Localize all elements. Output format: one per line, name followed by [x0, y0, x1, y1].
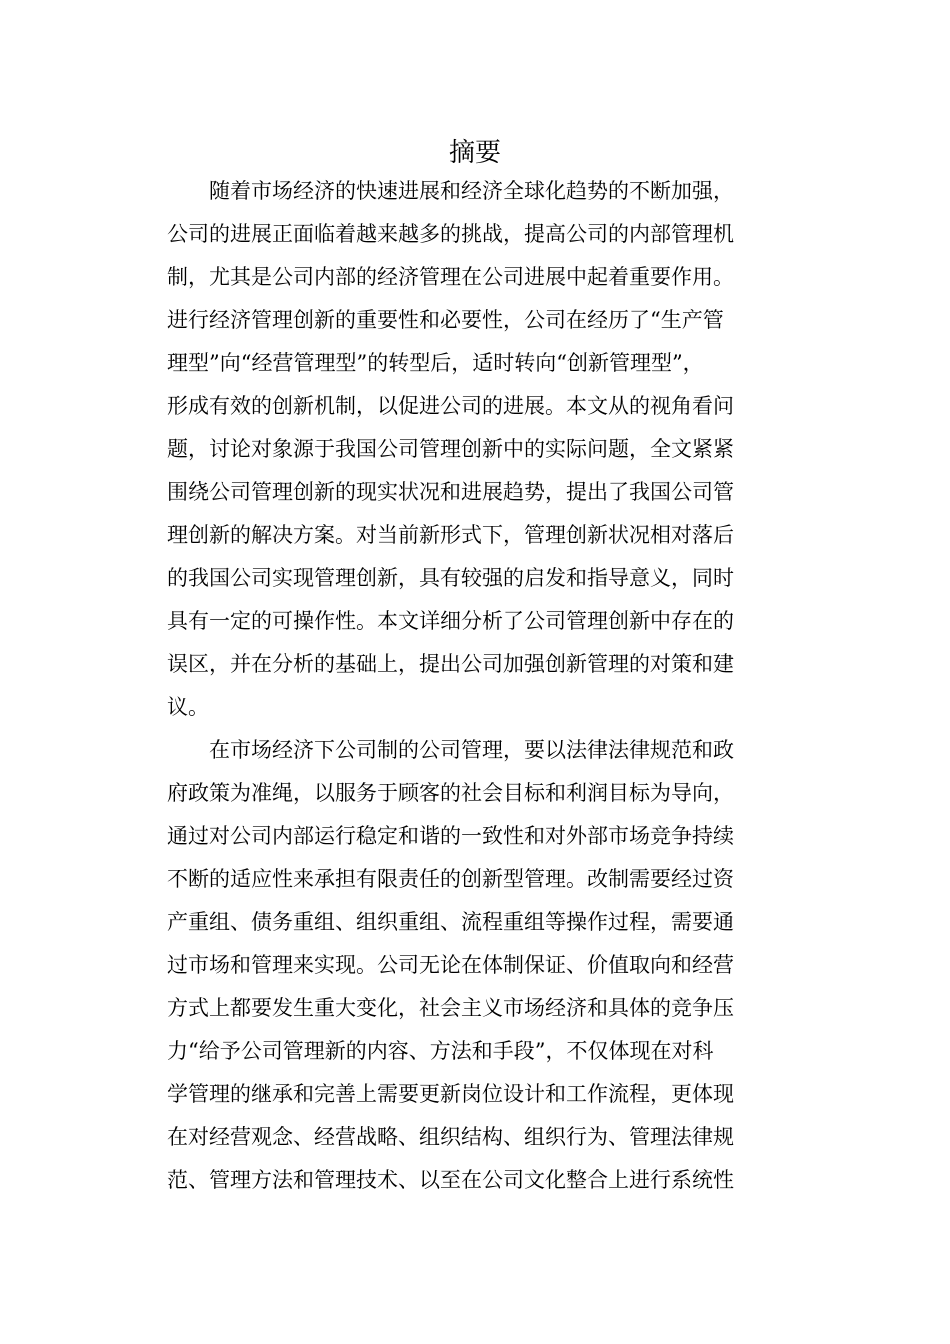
page-title: 摘要 [448, 138, 501, 168]
paragraph-line: 不断的适应性来承担有限责任的创新型管理。改制需要经过资 [167, 867, 734, 891]
paragraph-line: 范、管理方法和管理技术、以至在公司文化整合上进行系统性 [167, 1168, 734, 1192]
paragraph-line: 围绕公司管理创新的现实状况和进展趋势，提出了我国公司管 [167, 480, 734, 504]
paragraph-2 [167, 729, 787, 1202]
paragraph-line: 公司的进展正面临着越来越多的挑战，提高公司的内部管理机 [167, 222, 734, 246]
paragraph-line: 在对经营观念、经营战略、组织结构、组织行为、管理法律规 [167, 1125, 734, 1149]
paragraph-line: 过市场和管理来实现。公司无论在体制保证、价值取向和经营 [167, 953, 734, 977]
paragraph-line: 制，尤其是公司内部的经济管理在公司进展中起着重要作用。 [167, 265, 734, 289]
paragraph-line: 学管理的继承和完善上需要更新岗位设计和工作流程，更体现 [167, 1082, 734, 1106]
document-body [167, 170, 787, 1202]
paragraph-line: 题，讨论对象源于我国公司管理创新中的实际问题，全文紧紧 [167, 437, 734, 461]
paragraph-line: 力“给予公司管理新的内容、方法和手段”，不仅体现在对科 [167, 1039, 714, 1063]
paragraph-line: 理创新的解决方案。对当前新形式下，管理创新状况相对落后 [167, 523, 734, 547]
paragraph-line: 议。 [167, 695, 209, 719]
paragraph-line: 具有一定的可操作性。本文详细分析了公司管理创新中存在的 [167, 609, 734, 633]
paragraph-line: 随着市场经济的快速进展和经济全球化趋势的不断加强， [209, 179, 734, 203]
paragraph-line: 府政策为准绳，以服务于顾客的社会目标和利润目标为导向， [167, 781, 734, 805]
paragraph-line: 在市场经济下公司制的公司管理，要以法律法律规范和政 [209, 738, 734, 762]
paragraph-line: 误区，并在分析的基础上，提出公司加强创新管理的对策和建 [167, 652, 734, 676]
paragraph-line: 形成有效的创新机制，以促进公司的进展。本文从的视角看问 [167, 394, 734, 418]
paragraph-1 [167, 170, 787, 729]
paragraph-line: 的我国公司实现管理创新，具有较强的启发和指导意义，同时 [167, 566, 734, 590]
paragraph-line: 理型”向“经营管理型”的转型后，适时转向“创新管理型”， [167, 351, 704, 375]
paragraph-line: 进行经济管理创新的重要性和必要性，公司在经历了“生产管 [167, 308, 724, 332]
paragraph-line: 产重组、债务重组、组织重组、流程重组等操作过程，需要通 [167, 910, 734, 934]
paragraph-line: 通过对公司内部运行稳定和谐的一致性和对外部市场竞争持续 [167, 824, 734, 848]
paragraph-line: 方式上都要发生重大变化，社会主义市场经济和具体的竞争压 [167, 996, 734, 1020]
